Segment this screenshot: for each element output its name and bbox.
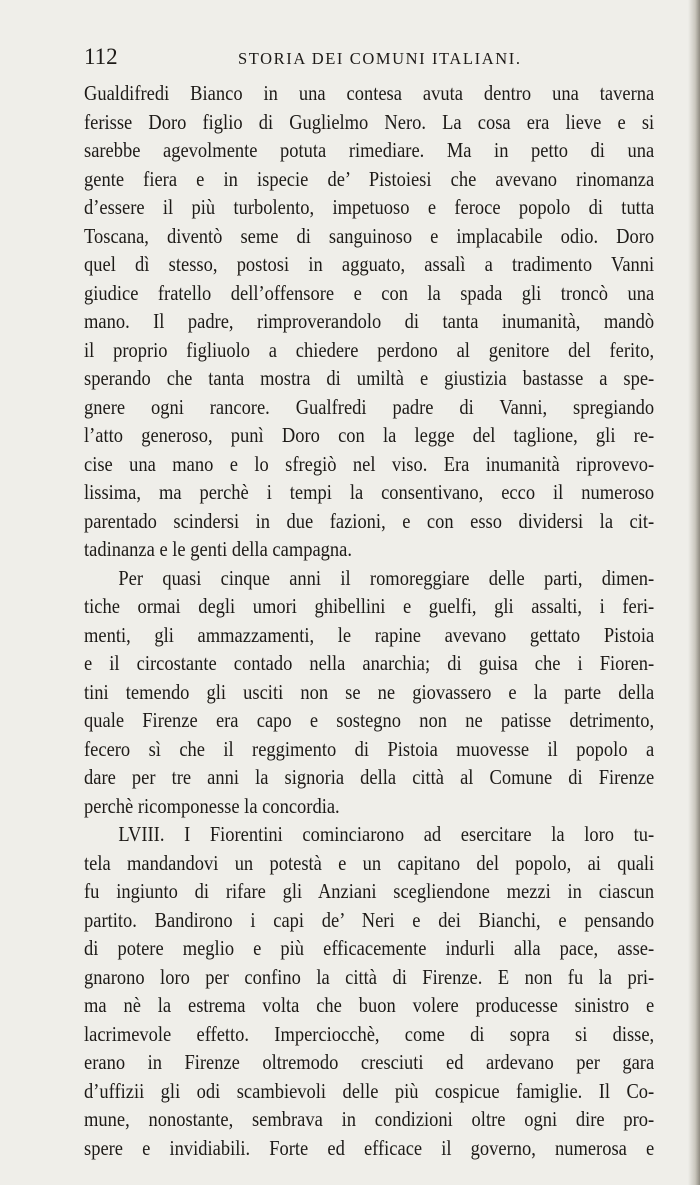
text-line: spere e invidiabili. Forte ed efficace il governo, numerosa e xyxy=(84,1135,655,1160)
text-line: lacrimevole effetto. Imperciocchè, come di sopra si disse, xyxy=(84,1021,655,1046)
text-line: gnarono loro per confino la città di Firenze. E non fu la pri- xyxy=(84,964,655,989)
text-line: erano in Firenze oltremodo cresciuti ed ardevano per gara xyxy=(84,1050,655,1074)
text-line: fecero sì che il reggimento di Pistoia muovesse il popolo a xyxy=(84,736,655,761)
text-line: di potere meglio e più efficacemente indurli alla pace, asse- xyxy=(84,936,655,960)
text-line: e il circostante contado nella anarchia; di guisa che i Fioren- xyxy=(84,651,655,675)
text-line: ma nè la estrema volta che buon volere producesse sinistro e xyxy=(84,993,655,1017)
page-edge-shadow xyxy=(688,0,700,1185)
text-line: l’atto generoso, punì Doro con la legge del taglione, gli re- xyxy=(84,423,655,447)
page-number: 112 xyxy=(84,44,118,69)
text-line: parentado scindersi in due fazioni, e con esso dividersi la cit- xyxy=(84,508,655,533)
running-head xyxy=(84,44,649,72)
text-line: lissima, ma perchè i tempi la consentivano, ecco il numeroso xyxy=(84,480,655,504)
text-line: gnere ogni rancore. Gualfredi padre di Vanni, spregiando xyxy=(84,394,655,419)
text-line: quale Firenze era capo e sostegno non ne patisse detrimento, xyxy=(84,708,655,732)
text-line: cise una mano e lo sfregiò nel viso. Era inumanità riprovevo- xyxy=(84,451,655,476)
text-line: dare per tre anni la signoria della città al Comune di Firenze xyxy=(84,765,655,789)
text-line: tadinanza e le genti della campagna. xyxy=(84,537,352,561)
text-line: fu ingiunto di rifare gli Anziani scegliendone mezzi in ciascun xyxy=(84,879,655,903)
text-line: gente fiera e in ispecie de’ Pistoiesi che avevano rinomanza xyxy=(84,166,655,191)
text-line: tiche ormai degli umori ghibellini e guelfi, gli assalti, i feri- xyxy=(84,594,655,618)
running-title: STORIA DEI COMUNI ITALIANI. xyxy=(238,49,522,68)
text-line: ferisse Doro figlio di Guglielmo Nero. La cosa era lieve e si xyxy=(84,109,655,134)
text-line: sperando che tanta mostra di umiltà e giustizia bastasse a spe- xyxy=(84,366,655,390)
text-line: il proprio figliuolo a chiedere perdono al genitore del ferito, xyxy=(84,337,655,362)
text-line: quel dì stesso, postosi in agguato, assalì a tradimento Vanni xyxy=(84,252,655,276)
text-line: partito. Bandirono i capi de’ Neri e dei Bianchi, e pensando xyxy=(84,907,655,932)
text-line: d’uffizii gli odi scambievoli delle più cospicue famiglie. Il Co- xyxy=(84,1078,655,1103)
text-line: mano. Il padre, rimproverandolo di tanta inumanità, mandò xyxy=(84,309,655,333)
text-line: d’essere il più turbolento, impetuoso e feroce popolo di tutta xyxy=(84,195,655,219)
text-line: tini temendo gli usciti non se ne giovassero e la parte della xyxy=(84,679,655,704)
text-line: sarebbe agevolmente potuta rimediare. Ma in petto di una xyxy=(84,138,655,162)
body-text xyxy=(84,79,654,1162)
text-line: giudice fratello dell’offensore e con la spada gli troncò una xyxy=(84,280,655,305)
text-line: tela mandandovi un potestà e un capitano del popolo, ai quali xyxy=(84,850,655,875)
text-line: menti, gli ammazzamenti, le rapine avevano gettato Pistoia xyxy=(84,622,655,647)
section-heading-line: LVIII. I Fiorentini cominciarono ad esercitare la loro tu- xyxy=(118,822,655,846)
text-line: Gualdifredi Bianco in una contesa avuta dentro una taverna xyxy=(84,81,655,105)
text-line: perchè ricomponesse la concordia. xyxy=(84,793,340,818)
text-line: Toscana, diventò seme di sanguinoso e implacabile odio. Doro xyxy=(84,223,655,248)
text-line: Per quasi cinque anni il romoreggiare delle parti, dimen- xyxy=(118,565,655,590)
text-line: mune, nonostante, sembrava in condizioni oltre ogni dire pro- xyxy=(84,1107,655,1131)
